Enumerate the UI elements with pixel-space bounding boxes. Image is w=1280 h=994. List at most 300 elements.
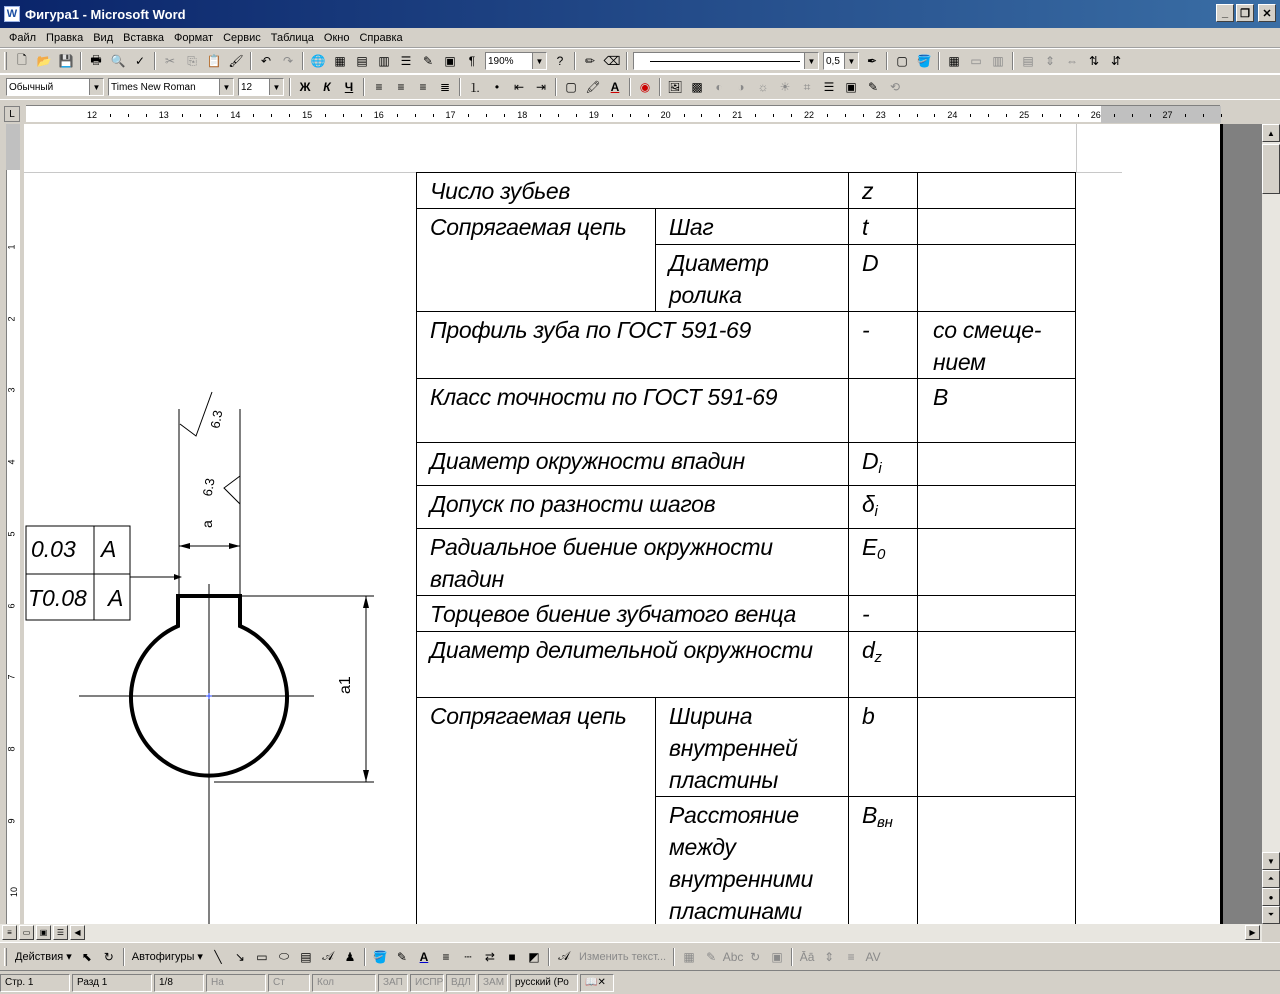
table-cell[interactable]: b [849, 698, 918, 797]
scroll-up-icon[interactable]: ▲ [1262, 124, 1280, 142]
sort-asc-icon[interactable]: ⇅ [1088, 54, 1100, 68]
table-cell[interactable] [918, 443, 1076, 486]
drawing-icon[interactable]: ✎ [422, 54, 434, 68]
font-color-icon[interactable]: A [610, 80, 620, 94]
ruler-tick [200, 114, 201, 117]
standard-toolbar [0, 48, 1280, 74]
window-title: Фигура1 - Microsoft Word [25, 6, 186, 22]
status-at: На [206, 974, 266, 992]
table-cell[interactable] [849, 632, 918, 698]
ruler-tick [182, 114, 183, 117]
sort-desc-icon[interactable]: ⇵ [1110, 54, 1122, 68]
symbol: E [862, 534, 878, 560]
table-row [417, 173, 1076, 209]
ruler-tick [917, 114, 918, 117]
zoom-combo[interactable] [485, 52, 547, 70]
ruler-label: 20 [660, 110, 671, 120]
status-section: Разд 1 [72, 974, 152, 992]
table-cell[interactable] [849, 443, 918, 486]
ruler-label: 7 [6, 674, 17, 680]
ruler-tick [1042, 114, 1043, 117]
ruler-tick [648, 114, 649, 117]
table-row [417, 486, 1076, 529]
ruler-tick [1006, 114, 1007, 117]
insert-table-icon-2[interactable]: ▦ [948, 54, 960, 68]
ruler-tick [719, 114, 720, 117]
image-control-icon[interactable]: ▩ [691, 80, 703, 94]
table-cell[interactable]: Торцевое биение зубчатого венца [417, 596, 849, 632]
shading-icon[interactable]: 🪣 [916, 54, 932, 68]
table-cell[interactable]: - [849, 596, 918, 632]
tables-borders-icon[interactable]: ▦ [334, 54, 346, 68]
table-row [417, 632, 1076, 698]
dim-height-label: a1 [337, 676, 354, 694]
ruler-tick [1221, 114, 1222, 117]
menu-file[interactable]: Файл [9, 31, 37, 44]
table-cell[interactable] [849, 797, 918, 925]
ruler-tick [558, 114, 559, 117]
help-icon[interactable]: ? [556, 54, 564, 68]
ruler-label: 26 [1090, 110, 1101, 120]
symbol: d [862, 637, 875, 663]
open-folder-icon[interactable]: 📂 [36, 54, 52, 68]
ruler-tick [701, 114, 702, 117]
tab-selector[interactable]: L [4, 106, 20, 122]
border-color-icon[interactable]: ✒ [866, 54, 878, 68]
horizontal-ruler[interactable] [0, 102, 1280, 124]
table-row [417, 209, 1076, 245]
print-icon[interactable]: 🖶 [90, 52, 102, 67]
table-cell[interactable]: В [918, 379, 1076, 443]
restore-button[interactable]: ❐ [1236, 4, 1254, 22]
copy-icon[interactable]: ⎘ [187, 53, 197, 68]
ruler-label: 14 [230, 110, 241, 120]
numbered-list-icon[interactable]: ⒈ [468, 80, 481, 95]
hyperlink-icon[interactable]: 🌐 [310, 54, 326, 68]
autoshapes-menu[interactable]: Автофигуры ▾ [131, 951, 203, 963]
insert-picture-icon[interactable]: 🖼 [667, 80, 683, 94]
toolbar-grip[interactable] [4, 52, 7, 70]
font-value: Times New Roman [111, 81, 196, 93]
columns-icon[interactable]: ☰ [400, 54, 412, 68]
increase-indent-icon[interactable]: ⇥ [535, 80, 547, 94]
ruler-tick [361, 114, 362, 117]
chevron-down-icon[interactable]: ▼ [844, 53, 858, 69]
table-cell[interactable] [849, 486, 918, 529]
toolbar-grip[interactable] [4, 948, 7, 966]
distribute-rows-icon[interactable]: ⇕ [1044, 54, 1056, 68]
symbol-subscript: z [874, 649, 882, 666]
align-cell-icon[interactable]: ▤ [1022, 54, 1034, 68]
italic-button[interactable]: К [323, 80, 331, 94]
line-color-icon[interactable]: ✎ [396, 949, 407, 964]
format-picture-icon[interactable]: ✎ [867, 80, 879, 94]
ruler-label: 6 [6, 602, 17, 609]
split-cells-icon[interactable]: ▥ [992, 54, 1004, 68]
scroll-down-icon[interactable]: ▼ [1262, 852, 1280, 870]
table-cell[interactable]: - [849, 312, 918, 379]
ruler-tick [988, 114, 989, 117]
status-trk[interactable]: ИСПР [410, 974, 444, 992]
table-cell[interactable] [918, 698, 1076, 797]
horizontal-scrollbar[interactable] [0, 924, 1262, 942]
table-cell[interactable] [918, 797, 1076, 925]
clipart-icon[interactable]: ♟ [344, 949, 356, 964]
table-cell[interactable]: Расстояние между внутренними пластинами [656, 797, 849, 925]
table-row [417, 379, 1076, 443]
justify-icon[interactable]: ≣ [439, 80, 451, 94]
table-cell[interactable]: Профиль зуба по ГОСТ 591-69 [417, 312, 849, 379]
actions-label: Действия [15, 951, 64, 963]
text-wrap-icon-2[interactable]: ▣ [771, 949, 783, 964]
wordart-icon-2[interactable]: 𝒜 [558, 949, 570, 963]
undo-icon[interactable]: ↶ [260, 54, 272, 68]
more-brightness-icon[interactable]: ☼ [757, 80, 769, 94]
table-cell[interactable] [918, 596, 1076, 632]
ruler-tick [1114, 114, 1115, 117]
format-painter-icon[interactable]: 🖌 [228, 54, 244, 68]
ruler-tick [845, 114, 846, 117]
merge-cells-icon[interactable]: ▭ [970, 54, 982, 68]
ruler-tick [253, 114, 254, 117]
eraser-icon[interactable]: ⌫ [603, 54, 621, 68]
insert-excel-icon[interactable]: ▥ [378, 54, 390, 68]
status-rec[interactable]: ЗАП [378, 974, 408, 992]
ruler-label: 10 [9, 887, 20, 898]
menu-table[interactable]: Таблица [270, 31, 314, 44]
status-line: Ст [268, 974, 310, 992]
ruler-tick [128, 114, 129, 117]
ruler-tick [773, 114, 774, 117]
status-language[interactable]: русский (Ро [510, 974, 578, 992]
arrow-style-icon[interactable]: ⇄ [484, 949, 495, 964]
decrease-indent-icon[interactable]: ⇤ [513, 80, 525, 94]
table-cell[interactable] [918, 209, 1076, 245]
ruler-label: 21 [732, 110, 743, 120]
line-width-value: 0,5 [826, 55, 840, 67]
less-contrast-icon[interactable]: ◑ [737, 80, 745, 94]
cut-icon[interactable]: ✂ [164, 54, 176, 68]
ruler-label: 22 [804, 110, 815, 120]
menu-tools[interactable]: Сервис [223, 31, 261, 44]
insert-table-icon[interactable]: ▤ [356, 54, 368, 68]
wordart-icon[interactable]: 𝒜 [322, 949, 334, 963]
table-cell[interactable]: Радиальное биение окружности впадин [417, 529, 849, 596]
scroll-left-icon[interactable]: ◀ [70, 925, 85, 940]
textbox-tool-icon[interactable]: ▤ [300, 949, 312, 964]
ruler-tick [1060, 114, 1061, 117]
ruler-tick [1203, 114, 1204, 117]
table-cell[interactable] [918, 632, 1076, 698]
style-combo[interactable] [6, 78, 104, 96]
symbol-subscript: вн [877, 814, 893, 831]
table-cell[interactable]: Число зубьев [417, 173, 849, 209]
status-page: Стр. 1 [0, 974, 70, 992]
scroll-thumb[interactable] [1262, 144, 1280, 194]
web-view-icon[interactable]: ▭ [19, 925, 34, 940]
ruler-label: 4 [6, 459, 17, 465]
shadow-icon[interactable]: ■ [508, 949, 516, 964]
ruler-tick [343, 114, 344, 117]
ruler-tick [433, 114, 434, 117]
document-background [1220, 124, 1262, 924]
table-cell[interactable]: Диаметр ролика [656, 245, 849, 312]
menu-bar [0, 28, 1280, 48]
line-width-combo[interactable] [823, 52, 859, 70]
redo-icon[interactable]: ↷ [282, 54, 294, 68]
ruler-tick [934, 114, 935, 117]
next-page-icon[interactable]: ⏷ [1262, 906, 1280, 924]
line-tool-icon[interactable]: ╲ [214, 949, 222, 964]
paste-icon[interactable]: 📋 [206, 54, 222, 68]
ruler-tick [899, 114, 900, 117]
record-icon[interactable]: ◉ [639, 80, 651, 94]
table-cell[interactable]: Диаметр окружности впадин [417, 443, 849, 486]
underline-button[interactable]: Ч [344, 80, 354, 94]
align-left-icon[interactable]: ≡ [375, 80, 383, 94]
ruler-label: 3 [6, 387, 17, 393]
table-cell[interactable] [918, 245, 1076, 312]
menu-edit[interactable]: Правка [46, 31, 84, 44]
vertical-scrollbar[interactable] [1262, 124, 1280, 924]
ruler-tick [504, 114, 505, 117]
table-cell[interactable]: Сопрягаемая цепь [417, 698, 656, 925]
wordart-gallery-icon[interactable]: ▦ [683, 949, 695, 964]
table-row [417, 596, 1076, 632]
ruler-label: 18 [517, 110, 528, 120]
table-cell[interactable]: Сопрягаемая цепь [417, 209, 656, 312]
reset-picture-icon[interactable]: ⟲ [889, 80, 901, 94]
symbol-subscript: 0 [877, 546, 886, 563]
vertical-text-icon[interactable]: ⇕ [824, 949, 835, 964]
status-ovr[interactable]: ЗАМ [478, 974, 508, 992]
rectangle-tool-icon[interactable]: ▭ [256, 949, 268, 964]
table-row [417, 312, 1076, 379]
autoshapes-label: Автофигуры [131, 951, 195, 963]
ruler-tick [827, 114, 828, 117]
ruler-tick [289, 114, 290, 117]
normal-view-icon[interactable]: ≡ [2, 925, 17, 940]
scroll-right-icon[interactable]: ▶ [1245, 925, 1260, 940]
distribute-cols-icon[interactable]: ⇔ [1066, 54, 1078, 68]
print-layout-icon[interactable]: ▣ [36, 925, 51, 940]
roughness-2: 6.3 [199, 477, 218, 498]
ruler-tick [1132, 114, 1133, 117]
select-pointer-icon[interactable]: ⬉ [81, 949, 92, 964]
spelling-status-icon[interactable]: 📖✕ [580, 974, 614, 992]
new-document-icon[interactable]: 🗋 [17, 52, 27, 67]
borders-icon[interactable]: ▢ [896, 54, 908, 68]
align-center-icon[interactable]: ≡ [397, 80, 405, 94]
ruler-label: 5 [6, 531, 17, 537]
table-cell[interactable]: z [849, 173, 918, 209]
tol-datum-1: A [101, 536, 117, 562]
font-color-icon-2[interactable]: A [419, 949, 429, 964]
align-icon[interactable]: ≡ [847, 949, 855, 964]
bulleted-list-icon[interactable]: • [494, 80, 500, 94]
symbol-subscript: i [878, 460, 882, 477]
dash-style-icon[interactable]: ┄ [464, 949, 472, 964]
status-ext[interactable]: ВДЛ [446, 974, 476, 992]
roughness-marks [180, 392, 240, 504]
print-preview-icon[interactable]: 🔍 [110, 54, 126, 68]
font-size-combo[interactable] [238, 78, 284, 96]
text-wrap-icon[interactable]: ▣ [845, 80, 857, 94]
status-bar [0, 970, 1280, 994]
font-combo[interactable] [108, 78, 234, 96]
bold-button[interactable]: Ж [299, 80, 311, 94]
chevron-down-icon[interactable]: ▼ [219, 79, 233, 95]
ruler-tick [576, 114, 577, 117]
ruler-tick [271, 114, 272, 117]
tol-value-2: T0.08 [28, 585, 87, 611]
symbol-subscript: i [874, 503, 878, 520]
ruler-tick [791, 114, 792, 117]
table-cell[interactable]: Ширина внутренней пластины [656, 698, 849, 797]
line-style-combo[interactable] [633, 52, 819, 70]
char-spacing-icon[interactable]: AV [865, 949, 881, 964]
menu-format[interactable]: Формат [174, 31, 214, 44]
symbol: D [862, 448, 879, 474]
ruler-label: 27 [1162, 110, 1173, 120]
chevron-down-icon[interactable]: ▼ [532, 53, 546, 69]
vertical-ruler[interactable] [0, 124, 24, 924]
menu-view[interactable]: Вид [93, 31, 114, 44]
minimize-button[interactable]: _ [1216, 4, 1234, 22]
ruler-tick [415, 114, 416, 117]
table-cell[interactable] [849, 379, 918, 443]
ruler-label: 23 [875, 110, 886, 120]
drawing-toolbar [0, 942, 1280, 970]
menu-help[interactable]: Справка [359, 31, 403, 44]
table-cell[interactable]: t [849, 209, 918, 245]
tol-value-1: 0.03 [31, 536, 76, 562]
close-button[interactable]: ✕ [1258, 4, 1276, 22]
menu-window[interactable]: Окно [323, 31, 350, 44]
ruler-label: 24 [947, 110, 958, 120]
menu-insert[interactable]: Вставка [123, 31, 165, 44]
status-col: Кол [312, 974, 376, 992]
table-cell[interactable] [918, 529, 1076, 596]
zoom-value: 190% [488, 55, 514, 67]
highlight-icon[interactable]: 🖍 [585, 80, 601, 94]
format-wordart-icon[interactable]: ✎ [706, 949, 717, 964]
page-margin-line [1076, 124, 1077, 172]
ruler-label: 13 [158, 110, 169, 120]
ruler-tick [863, 114, 864, 117]
table-cell[interactable]: Шаг [656, 209, 849, 245]
ruler-tick [540, 114, 541, 117]
ruler-tick [755, 114, 756, 117]
ruler-tick [612, 114, 613, 117]
save-icon[interactable]: 💾 [58, 54, 74, 68]
roughness-1: 6.3 [207, 409, 226, 430]
arrow-tool-icon[interactable]: ↘ [234, 949, 245, 964]
browse-object-icon[interactable]: ● [1262, 888, 1280, 906]
table-cell[interactable]: Класс точности по ГОСТ 591-69 [417, 379, 849, 443]
more-contrast-icon[interactable]: ◐ [715, 80, 723, 94]
ruler-label: 16 [373, 110, 384, 120]
symbol: B [862, 802, 878, 828]
show-marks-icon[interactable]: ¶ [468, 54, 476, 68]
ruler-label: 25 [1019, 110, 1030, 120]
ruler-label: 2 [6, 316, 17, 322]
document-map-icon[interactable]: ▣ [444, 54, 456, 68]
line-style-icon-2[interactable]: ≡ [442, 949, 450, 964]
dim-width-label: a [199, 520, 215, 528]
table-cell[interactable]: Допуск по разности шагов [417, 486, 849, 529]
formatting-toolbar [0, 74, 1280, 100]
wordart-shape-icon[interactable]: Abc [722, 949, 744, 964]
word-app-icon[interactable]: W [4, 6, 20, 22]
same-height-icon[interactable]: Āā [799, 949, 815, 964]
rotate-icon[interactable]: ↻ [103, 949, 114, 964]
chevron-down-icon[interactable]: ▼ [804, 53, 818, 69]
actions-menu[interactable]: Действия ▾ [15, 951, 72, 963]
tolerance-frame [26, 526, 182, 620]
line-style-preview [650, 61, 800, 62]
ruler-label: 17 [445, 110, 456, 120]
ruler-tick [325, 114, 326, 117]
ruler-label: 9 [6, 818, 17, 824]
outline-view-icon[interactable]: ☰ [53, 925, 68, 940]
spelling-icon[interactable]: ✓ [134, 54, 146, 68]
ruler-tick [146, 114, 147, 117]
ruler-tick [486, 114, 487, 117]
chevron-down-icon[interactable]: ▼ [269, 79, 283, 95]
specification-table[interactable] [416, 172, 1076, 924]
align-right-icon[interactable]: ≡ [419, 80, 427, 94]
ruler-tick [970, 114, 971, 117]
table-cell[interactable] [918, 173, 1076, 209]
prev-page-icon[interactable]: ⏶ [1262, 870, 1280, 888]
sprocket-drawing [24, 364, 424, 924]
ruler-label: 19 [588, 110, 599, 120]
less-brightness-icon[interactable]: ☀ [779, 80, 791, 94]
ruler-tick [1078, 114, 1079, 117]
line-style-icon[interactable]: ☰ [823, 80, 835, 94]
table-cell[interactable]: D [849, 245, 918, 312]
ruler-label: 15 [302, 110, 313, 120]
ruler-tick [397, 114, 398, 117]
table-cell[interactable]: Диаметр делительной окружности [417, 632, 849, 698]
ruler-label: 12 [87, 110, 98, 120]
table-cell[interactable] [918, 486, 1076, 529]
pencil-icon[interactable]: ✏ [584, 54, 596, 68]
free-rotate-icon[interactable]: ↻ [750, 949, 761, 964]
style-value: Обычный [9, 81, 54, 93]
crop-icon[interactable]: ⌗ [803, 79, 811, 94]
chevron-down-icon[interactable]: ▼ [89, 79, 103, 95]
ruler-tick [684, 114, 685, 117]
table-cell[interactable]: со смеще-нием [918, 312, 1076, 379]
ruler-label: 8 [6, 746, 17, 752]
document-page[interactable] [24, 124, 1220, 924]
ruler-tick [1185, 114, 1186, 117]
fill-color-icon[interactable]: 🪣 [372, 949, 388, 964]
oval-tool-icon[interactable]: ⬭ [278, 949, 290, 963]
title-bar [0, 0, 1280, 28]
ruler-tick [110, 114, 111, 117]
tol-datum-2: A [108, 585, 124, 611]
edit-text-button[interactable]: Изменить текст... [578, 950, 667, 963]
table-cell[interactable] [849, 529, 918, 596]
ruler-label: 1 [6, 244, 17, 250]
outside-border-icon[interactable]: ▢ [565, 80, 577, 94]
status-pages: 1/8 [154, 974, 204, 992]
3d-icon[interactable]: ◩ [528, 949, 540, 964]
font-size-value: 12 [241, 81, 253, 93]
